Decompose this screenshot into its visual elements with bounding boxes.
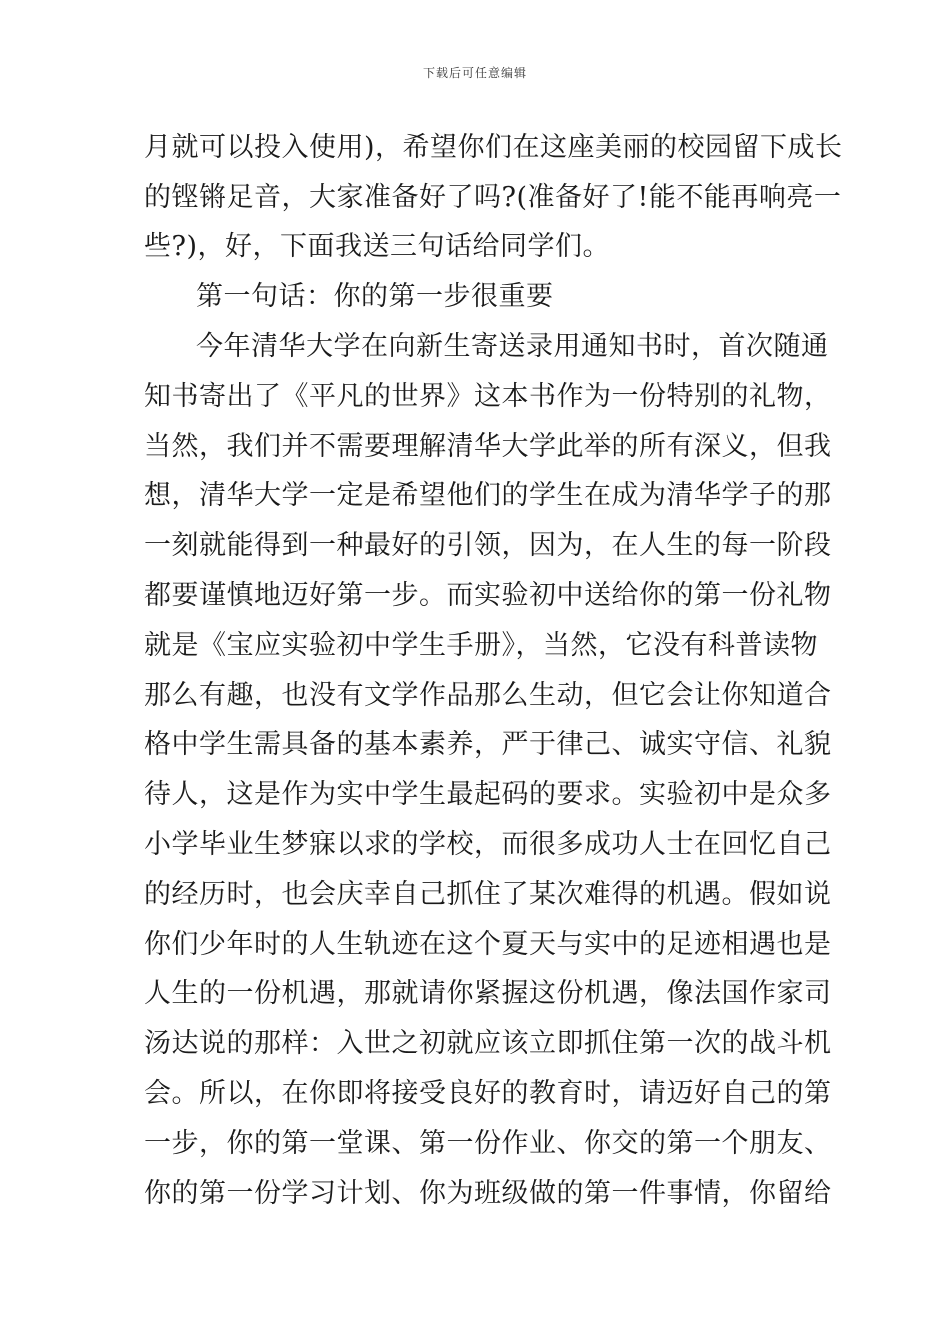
text-line: 月就可以投入使用)，希望你们在这座美丽的校园留下成长	[144, 132, 843, 163]
text-line: 小学毕业生梦寐以求的学校，而很多成功人士在回忆自己	[144, 829, 832, 860]
text-line: 待人，这是作为实中学生最起码的要求。实验初中是众多	[144, 779, 832, 810]
text-line: 当然，我们并不需要理解清华大学此举的所有深义，但我	[144, 431, 832, 462]
text-line: 想，清华大学一定是希望他们的学生在成为清华学子的那	[144, 480, 832, 511]
text-line: 汤达说的那样：入世之初就应该立即抓住第一次的战斗机	[144, 1028, 832, 1059]
text-line: 今年清华大学在向新生寄送录用通知书时，首次随通	[196, 331, 829, 362]
text-line: 格中学生需具备的基本素养，严于律己、诚实守信、礼貌	[144, 729, 832, 760]
text-line: 一刻就能得到一种最好的引领，因为，在人生的每一阶段	[144, 530, 832, 561]
text-line: 都要谨慎地迈好第一步。而实验初中送给你的第一份礼物	[144, 580, 832, 611]
text-line: 会。所以，在你即将接受良好的教育时，请迈好自己的第	[144, 1078, 832, 1109]
section-heading: 第一句话：你的第一步很重要	[196, 281, 554, 312]
text-line: 些?)，好，下面我送三句话给同学们。	[144, 231, 611, 262]
text-line: 你的第一份学习计划、你为班级做的第一件事情，你留给	[144, 1178, 832, 1209]
page-header: 下载后可任意编辑	[422, 66, 527, 80]
text-line: 人生的一份机遇，那就请你紧握这份机遇，像法国作家司	[144, 978, 832, 1009]
text-line: 一步，你的第一堂课、第一份作业、你交的第一个朋友、	[144, 1128, 832, 1159]
text-line: 的经历时，也会庆幸自己抓住了某次难得的机遇。假如说	[144, 879, 832, 910]
text-line: 的铿锵足音，大家准备好了吗?(准备好了!能不能再响亮一	[144, 182, 842, 213]
text-line: 那么有趣，也没有文学作品那么生动，但它会让你知道合	[144, 680, 832, 711]
text-line: 就是《宝应实验初中学生手册》，当然，它没有科普读物	[144, 630, 818, 661]
text-line: 知书寄出了《平凡的世界》这本书作为一份特别的礼物，	[144, 381, 832, 412]
text-line: 你们少年时的人生轨迹在这个夏天与实中的足迹相遇也是	[144, 929, 832, 960]
